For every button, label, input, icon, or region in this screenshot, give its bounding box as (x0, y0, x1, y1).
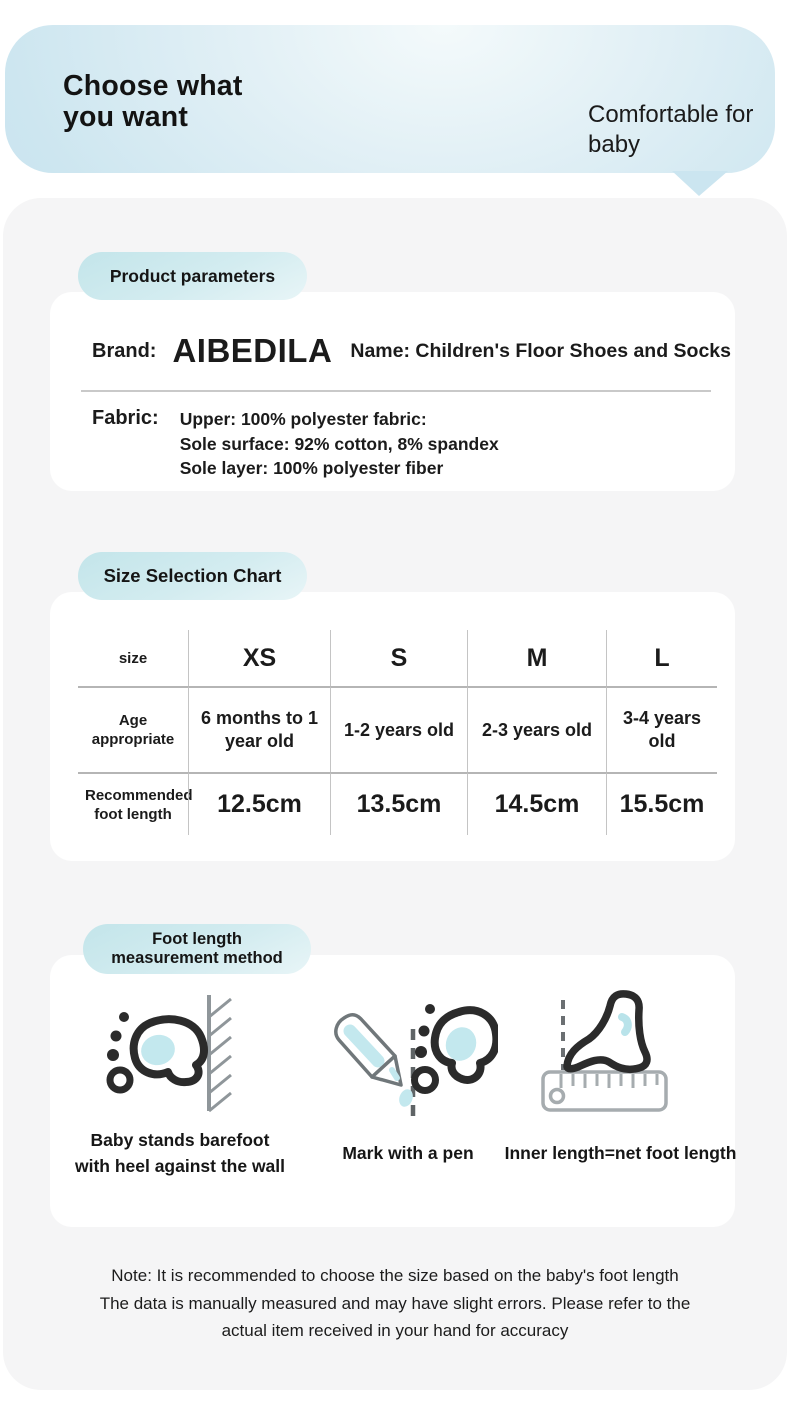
fabric-row (50, 392, 735, 481)
table-cell: 6 months to 1 year old (188, 686, 330, 772)
fabric-line: Sole layer: 100% polyester fiber (179, 458, 444, 478)
table-cell: 1-2 years old (330, 686, 467, 772)
brand-row (50, 292, 735, 370)
fabric-line: Upper: 100% polyester fabric: (179, 409, 427, 429)
header-tagline: Comfortable for baby (588, 101, 754, 158)
note-line: Note: It is recommended to choose the size based on the baby's foot length (111, 1266, 679, 1285)
step-caption: Baby stands barefoot with heel against the wall (74, 1130, 286, 1176)
fabric-details (180, 407, 499, 481)
product-parameters-card (50, 292, 735, 491)
footprint-wall-icon (90, 991, 270, 1117)
speech-bubble-tail (672, 171, 728, 196)
brand-label: Brand: (92, 339, 157, 362)
content-panel (3, 198, 787, 1390)
step-caption: Inner length=net foot length (504, 1143, 737, 1163)
measurement-step (506, 991, 735, 1181)
fabric-label: Fabric: (92, 407, 159, 429)
measurement-badge (83, 924, 311, 974)
size-table (78, 630, 717, 835)
foot-ruler-icon (521, 991, 721, 1117)
table-cell: 14.5cm (467, 772, 606, 835)
size-col-header: S (330, 630, 467, 686)
badge-label: Foot length measurement method (111, 929, 283, 967)
size-col-header: M (467, 630, 606, 686)
page-title: Choose what you want (63, 70, 243, 133)
table-row-label: Age appropriate (78, 686, 188, 772)
table-row-label: Recommended foot length (78, 772, 188, 835)
pen-mark-icon (318, 991, 498, 1117)
table-cell: 3-4 years old (606, 686, 717, 772)
table-cell: 13.5cm (330, 772, 467, 835)
size-chart-card (50, 592, 735, 861)
measurement-steps (50, 955, 735, 1181)
size-table-corner: size (118, 649, 148, 667)
measurement-step (310, 991, 506, 1181)
table-cell: 12.5cm (188, 772, 330, 835)
badge-label: Product parameters (109, 265, 276, 286)
badge-label: Size Selection Chart (103, 565, 282, 586)
step-caption: Mark with a pen (342, 1143, 474, 1163)
brand-value: AIBEDILA (172, 332, 333, 369)
table-cell: 15.5cm (606, 772, 717, 835)
table-cell: 2-3 years old (467, 686, 606, 772)
header-bubble (5, 25, 775, 173)
note-line: actual item received in your hand for accuracy (221, 1321, 569, 1340)
note-line: The data is manually measured and may have slight errors. Please refer to the (99, 1293, 691, 1313)
measurement-step (50, 991, 310, 1181)
size-chart-badge (78, 552, 307, 600)
fabric-line: Sole surface: 92% cotton, 8% spandex (179, 433, 499, 454)
product-parameters-badge (78, 252, 307, 300)
footer-note (3, 1262, 787, 1345)
size-col-header: L (606, 630, 717, 686)
measurement-card (50, 955, 735, 1227)
size-col-header: XS (188, 630, 330, 686)
product-name: Name: Children's Floor Shoes and Socks (350, 339, 731, 362)
